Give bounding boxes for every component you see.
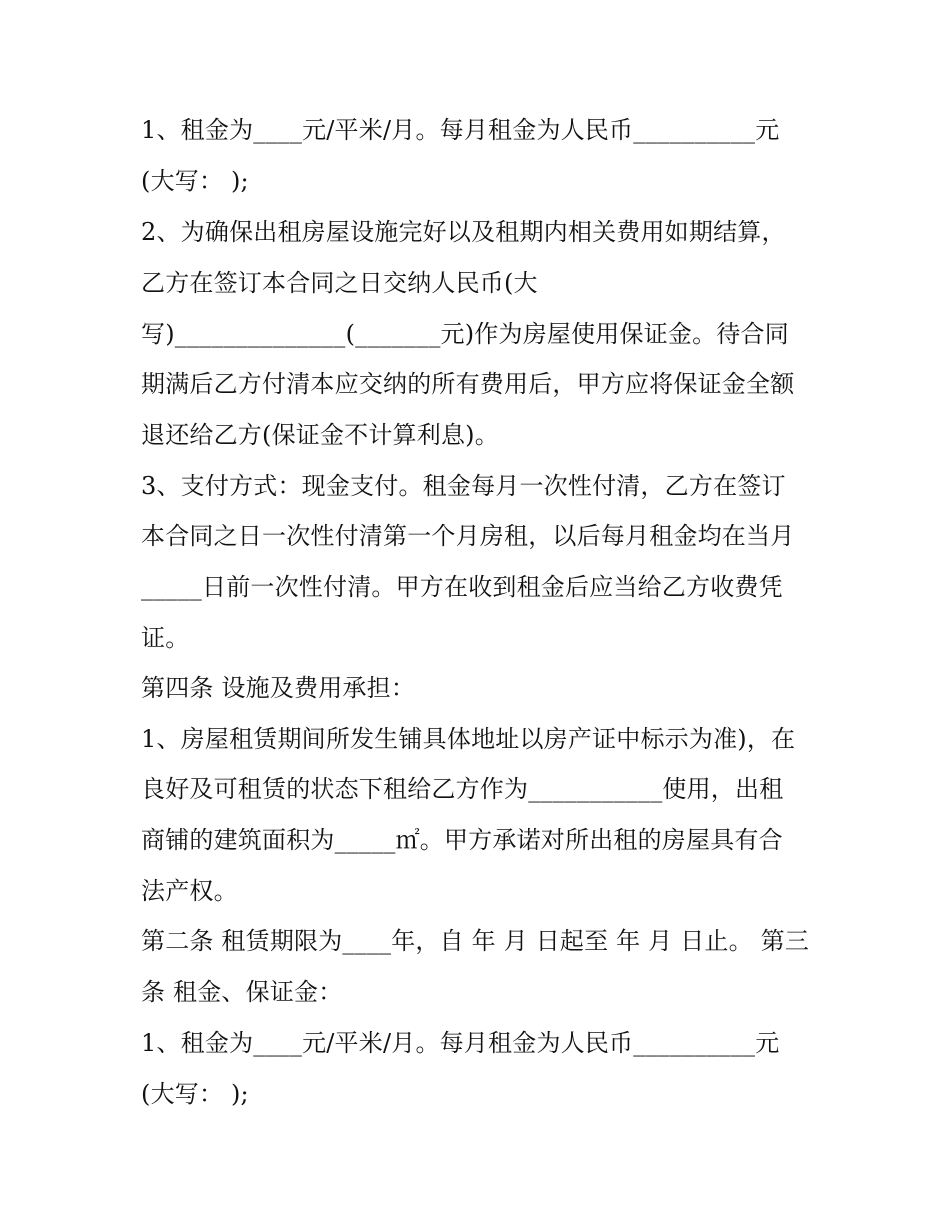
text-line: 乙方在签订本合同之日交纳人民币(大 bbox=[141, 269, 538, 297]
text-line: 2、为确保出租房屋设施完好以及租期内相关费用如期结算， bbox=[141, 218, 786, 246]
text-line: 1、房屋租赁期间所发生铺具体地址以房产证中标示为准)，在 bbox=[141, 725, 796, 753]
text-line: 1、租金为____元/平米/月。每月租金为人民币__________元 bbox=[141, 116, 780, 144]
text-line: 法产权。 bbox=[141, 877, 238, 905]
text-line: 良好及可租赁的状态下租给乙方作为___________使用，出租 bbox=[141, 775, 784, 803]
text-line: 条 租金、保证金： bbox=[141, 978, 343, 1006]
text-line: (大写： ); bbox=[141, 167, 249, 195]
text-line: 第二条 租赁期限为____年，自 年 月 日起至 年 月 日止。 第三 bbox=[141, 927, 810, 955]
text-line: 证。 bbox=[141, 624, 190, 652]
section-heading: 第四条 设施及费用承担： bbox=[141, 674, 416, 702]
text-line: 本合同之日一次性付清第一个月房租，以后每月租金均在当月 bbox=[141, 522, 795, 550]
text-line: (大写： ); bbox=[141, 1080, 249, 1108]
text-line: 3、支付方式：现金支付。租金每月一次性付清，乙方在签订 bbox=[141, 472, 786, 500]
text-line: 期满后乙方付清本应交纳的所有费用后，甲方应将保证金全额 bbox=[141, 370, 795, 398]
text-line: 1、租金为____元/平米/月。每月租金为人民币__________元 bbox=[141, 1029, 780, 1057]
text-line: 退还给乙方(保证金不计算利息)。 bbox=[141, 421, 499, 449]
text-line: 商铺的建筑面积为_____㎡。甲方承诺对所出租的房屋具有合 bbox=[141, 826, 783, 854]
text-line: 写)______________(_______元)作为房屋使用保证金。待合同 bbox=[141, 320, 789, 348]
text-line: _____日前一次性付清。甲方在收到租金后应当给乙方收费凭 bbox=[141, 573, 783, 601]
